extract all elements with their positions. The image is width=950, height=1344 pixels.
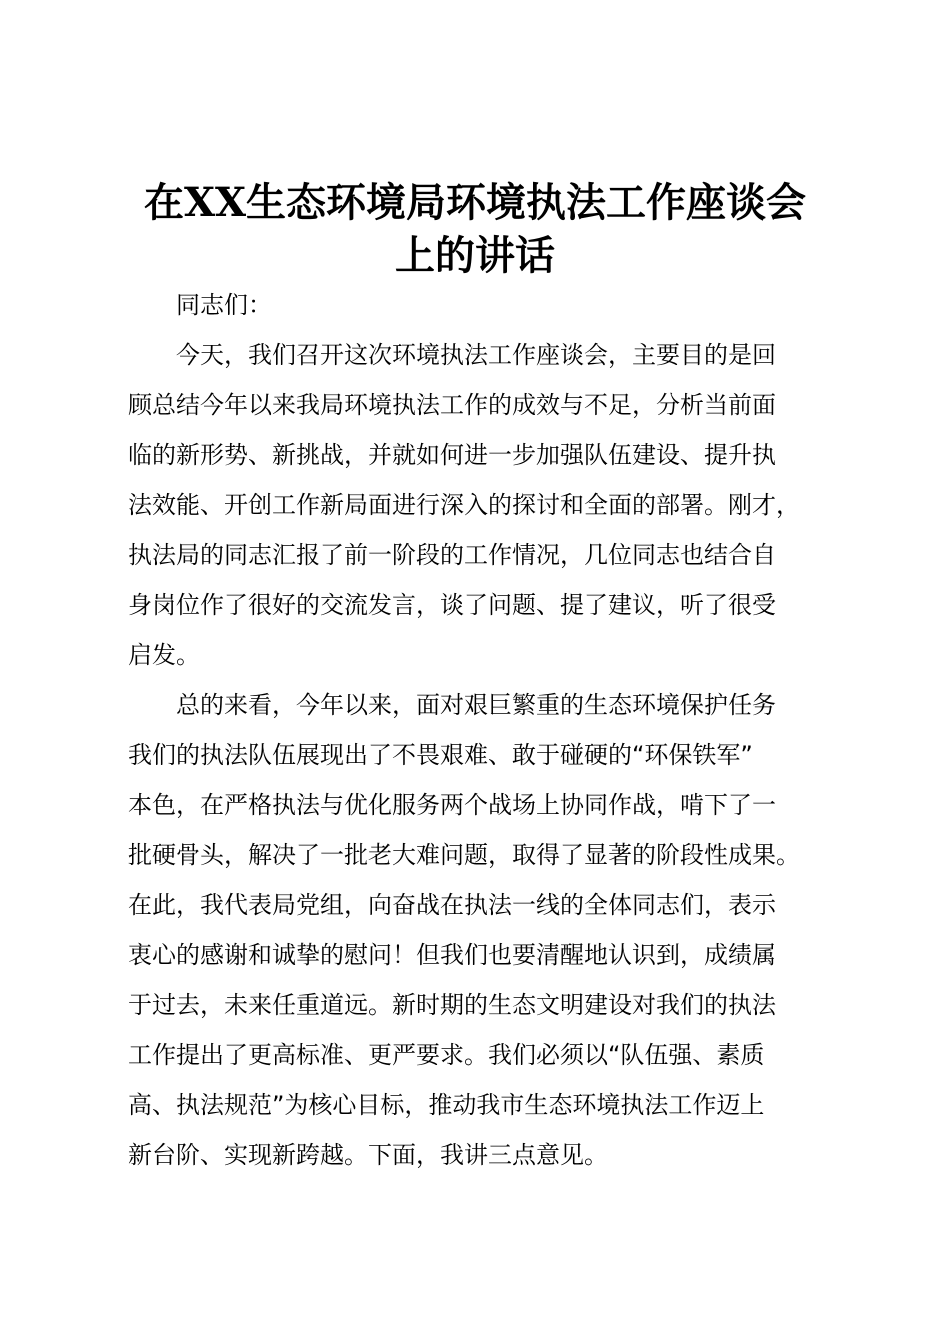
paragraph-line: 在此，我代表局党组，向奋战在执法一线的全体同志们，表示 <box>128 891 776 919</box>
paragraph-line: 顾总结今年以来我局环境执法工作的成效与不足，分析当前面 <box>128 391 776 419</box>
title-line-1: 在XX生态环境局环境执法工作座谈会 <box>143 179 807 226</box>
paragraph-line: 批硬骨头，解决了一批老大难问题，取得了显著的阶段性成果。 <box>128 841 800 869</box>
paragraph-line: 身岗位作了很好的交流发言，谈了问题、提了建议，听了很受 <box>128 591 776 619</box>
paragraph-line: 执法局的同志汇报了前一阶段的工作情况，几位同志也结合自 <box>128 541 776 569</box>
paragraph-line: 于过去，未来任重道远。新时期的生态文明建设对我们的执法 <box>128 991 776 1019</box>
paragraph-line: 高、执法规范”为核心目标，推动我市生态环境执法工作迈上 <box>128 1091 765 1119</box>
paragraph-line: 本色，在严格执法与优化服务两个战场上协同作战，啃下了一 <box>128 791 776 819</box>
paragraph-line: 今天，我们召开这次环境执法工作座谈会，主要目的是回 <box>176 341 776 369</box>
paragraph-1 <box>128 330 852 680</box>
paragraph-line: 临的新形势、新挑战，并就如何进一步加强队伍建设、提升执 <box>128 441 776 469</box>
document-title <box>120 176 830 282</box>
salutation: 同志们： <box>176 291 272 319</box>
paragraph-line: 启发。 <box>128 641 200 669</box>
paragraph-2 <box>128 680 852 1180</box>
paragraph-line: 法效能、开创工作新局面进行深入的探讨和全面的部署。刚才， <box>128 491 800 519</box>
paragraph-line: 我们的执法队伍展现出了不畏艰难、敢于碰硬的“环保铁军” <box>128 741 753 769</box>
paragraph-line: 工作提出了更高标准、更严要求。我们必须以“队伍强、素质 <box>128 1041 765 1069</box>
paragraph-line: 衷心的感谢和诚挚的慰问！但我们也要清醒地认识到，成绩属 <box>128 941 776 969</box>
document-body <box>128 280 852 1180</box>
paragraph-line: 新台阶、实现新跨越。下面，我讲三点意见。 <box>128 1141 608 1169</box>
title-line-2: 上的讲话 <box>395 232 555 279</box>
paragraph-line: 总的来看，今年以来，面对艰巨繁重的生态环境保护任务 <box>176 691 776 719</box>
